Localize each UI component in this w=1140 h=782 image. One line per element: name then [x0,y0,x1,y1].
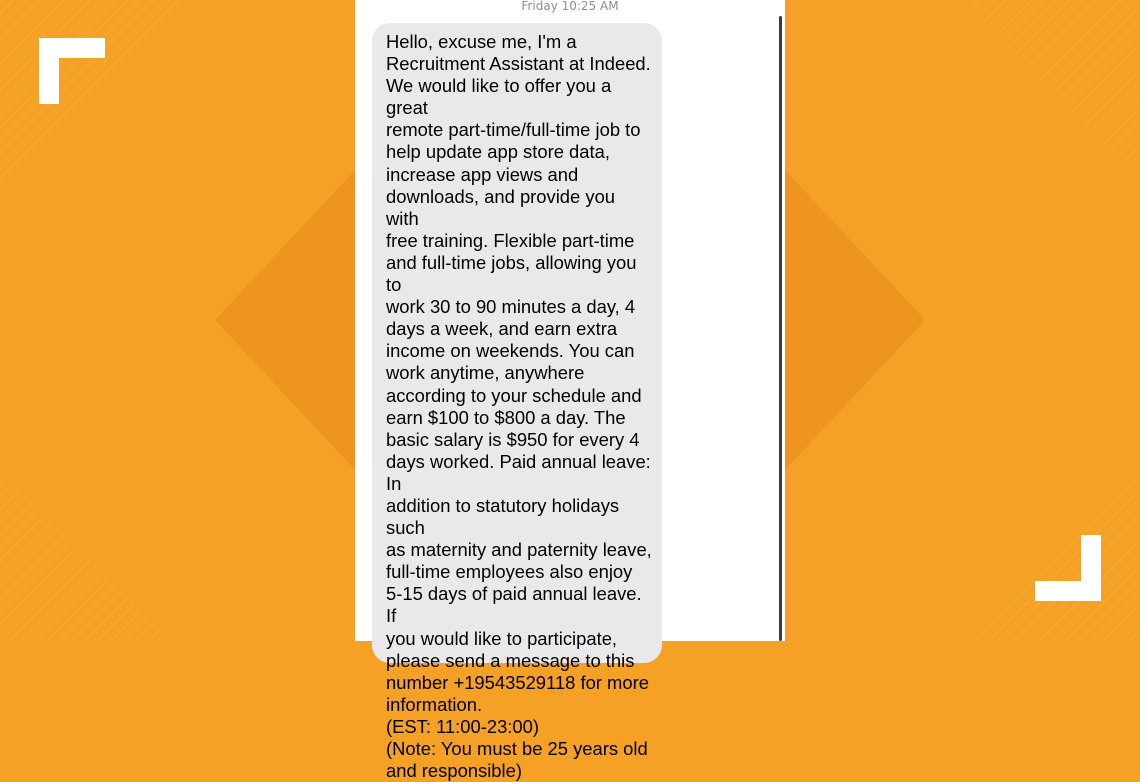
incoming-message-bubble[interactable]: Hello, excuse me, I'm a Recruitment Assistant at Indeed. We would like to offer you a great remote part-time/full-time job to help update app store data, increase app views and downloads, and provide you with free training. Flexible part-time and full-time jobs, allowing you to work 30 to 90 minutes a day, 4 days a week, and earn extra income on weekends. You can work anytime, anywhere according to your schedule and earn $100 to $800 a day. The basic salary is $950 for every 4 days worked. Paid annual leave: In addition to statutory holidays such as maternity and paternity leave, full-time employees also enjoy 5-15 days of paid annual leave. If you would like to participate, please send a message to this number +19543529118 for more information. (EST: 11:00-23:00) (Note: You must be 25 years old and responsible) [372,23,662,663]
frame-corner-top-left-icon [39,38,105,104]
messages-screen [355,0,785,782]
message-timestamp: Friday 10:25 AM [521,0,619,13]
frame-corner-bottom-right-icon [1035,535,1101,601]
scrollbar[interactable] [779,16,782,641]
